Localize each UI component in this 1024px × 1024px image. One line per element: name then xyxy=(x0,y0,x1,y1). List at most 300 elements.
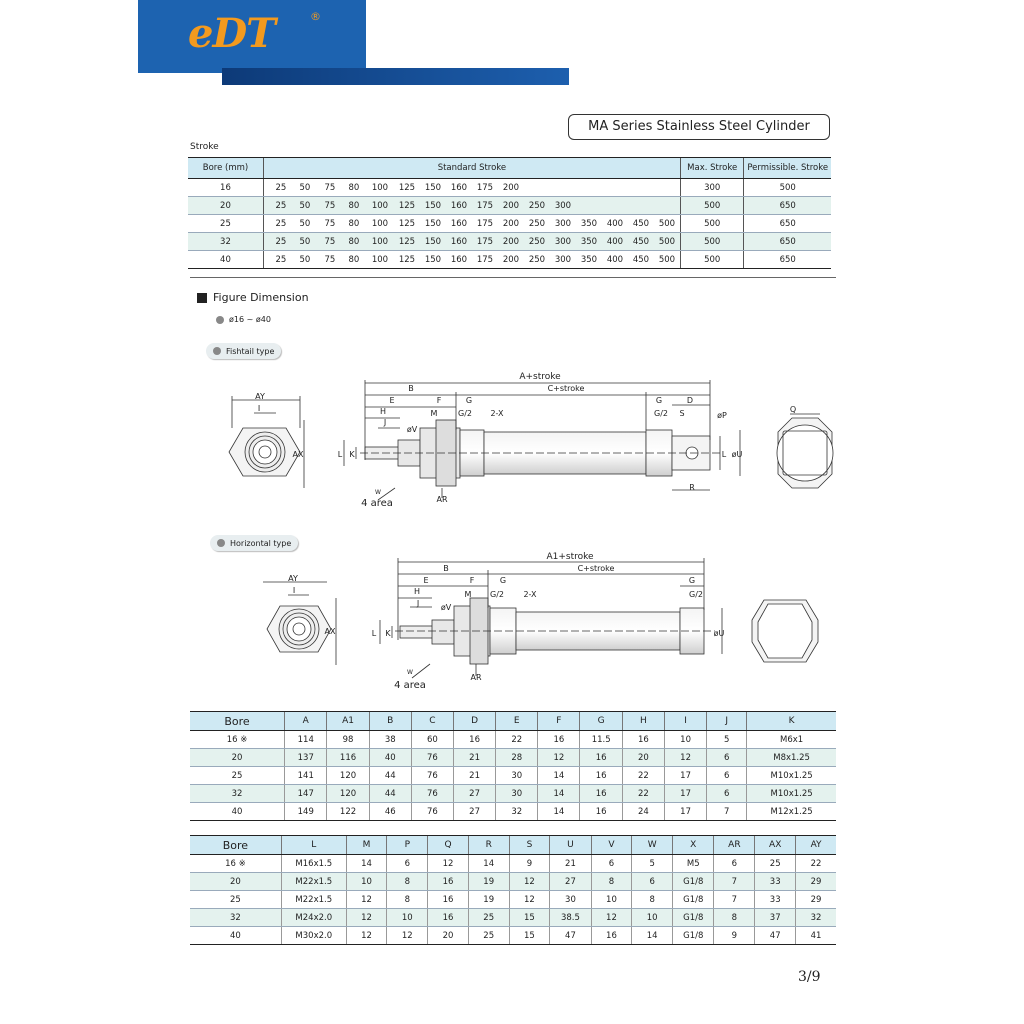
table-cell: 29 xyxy=(796,873,836,891)
stroke-value: 25 xyxy=(275,200,287,211)
label-f: F xyxy=(436,396,442,405)
table-cell: 16 xyxy=(428,891,469,909)
table-cell: 17 xyxy=(665,803,707,821)
dimension-table-2-body xyxy=(190,855,836,945)
stroke-value: 400 xyxy=(606,254,624,265)
dimension-table-1-body xyxy=(190,731,836,821)
label-ay: AY xyxy=(255,392,265,401)
table-cell: 19 xyxy=(468,891,509,909)
stroke-value: 80 xyxy=(348,236,360,247)
table-cell: M22x1.5 xyxy=(281,891,346,909)
label-h: H xyxy=(379,407,387,416)
stroke-value: 350 xyxy=(580,254,598,265)
table-cell: M30x2.0 xyxy=(281,927,346,945)
table-cell: 11.5 xyxy=(580,731,622,749)
table-row xyxy=(190,927,836,945)
table-cell: 27 xyxy=(454,785,496,803)
column-header: I xyxy=(665,712,707,731)
header-max-stroke: Max. Stroke xyxy=(680,158,744,179)
table-cell: 76 xyxy=(411,749,453,767)
label-l-right: L xyxy=(721,450,727,459)
stroke-value: 175 xyxy=(476,254,494,265)
table-cell: 12 xyxy=(509,891,550,909)
stroke-value: 200 xyxy=(502,254,520,265)
label-2x: 2-X xyxy=(490,409,504,418)
fishtail-cylinder-body xyxy=(344,380,833,500)
column-header: Bore xyxy=(190,836,281,855)
column-header: H xyxy=(622,712,664,731)
label-ax-2: AX xyxy=(324,627,336,636)
label-u-2: øU xyxy=(713,629,725,638)
horizontal-type-drawing xyxy=(263,552,818,691)
table-cell: 33 xyxy=(755,873,796,891)
column-header: R xyxy=(468,836,509,855)
table-cell: 10 xyxy=(387,909,428,927)
permissible-stroke-cell: 650 xyxy=(744,233,831,251)
table-cell: 12 xyxy=(509,873,550,891)
stroke-value: 25 xyxy=(275,236,287,247)
table-cell: M24x2.0 xyxy=(281,909,346,927)
stroke-value: 175 xyxy=(476,200,494,211)
label-b-2: B xyxy=(443,564,449,573)
table-cell: 6 xyxy=(591,855,632,873)
label-h-2: H xyxy=(413,587,421,596)
table-cell: M16x1.5 xyxy=(281,855,346,873)
table-row xyxy=(190,785,836,803)
label-ax: AX xyxy=(292,450,304,459)
label-j-2: J xyxy=(416,599,420,608)
stroke-value: 150 xyxy=(424,236,442,247)
table-cell: 25 xyxy=(190,891,281,909)
column-header: A xyxy=(285,712,327,731)
label-l: L xyxy=(337,450,343,459)
table-cell: 12 xyxy=(591,909,632,927)
table-cell: 10 xyxy=(632,909,673,927)
label-s: S xyxy=(679,409,685,418)
stroke-value: 150 xyxy=(424,182,442,193)
stroke-value: 160 xyxy=(450,218,468,229)
column-header: P xyxy=(387,836,428,855)
stroke-value: 450 xyxy=(632,236,650,247)
table-cell: 46 xyxy=(369,803,411,821)
table-cell: 12 xyxy=(428,855,469,873)
table-cell: 9 xyxy=(509,855,550,873)
stroke-value: 75 xyxy=(324,236,336,247)
table-cell: 76 xyxy=(411,767,453,785)
table-cell: 149 xyxy=(285,803,327,821)
table-cell: 14 xyxy=(346,855,387,873)
table-cell: 122 xyxy=(327,803,369,821)
stroke-value: 300 xyxy=(554,200,572,211)
column-header: C xyxy=(411,712,453,731)
label-c-stroke: C+stroke xyxy=(547,384,585,393)
stroke-value: 160 xyxy=(450,182,468,193)
table-cell: 16 xyxy=(591,927,632,945)
table-cell: 6 xyxy=(707,749,747,767)
label-g-right-2: G xyxy=(688,576,696,585)
stroke-value: 25 xyxy=(275,218,287,229)
table-cell: 15 xyxy=(509,909,550,927)
table-cell: 38.5 xyxy=(550,909,591,927)
column-header: B xyxy=(369,712,411,731)
table-cell: 17 xyxy=(665,785,707,803)
stroke-value: 300 xyxy=(554,236,572,247)
label-v: øV xyxy=(406,425,418,434)
table-cell: 120 xyxy=(327,767,369,785)
table-cell: G1/8 xyxy=(673,927,714,945)
stroke-value: 200 xyxy=(502,236,520,247)
bore-cell: 40 xyxy=(188,251,263,269)
dimension-table-2 xyxy=(190,835,836,945)
column-header: S xyxy=(509,836,550,855)
table-cell: 40 xyxy=(369,749,411,767)
table-cell: 10 xyxy=(591,891,632,909)
table-cell: 22 xyxy=(796,855,836,873)
column-header: A1 xyxy=(327,712,369,731)
stroke-label: Stroke xyxy=(190,142,219,152)
table-cell: 16 xyxy=(580,749,622,767)
table-cell: 14 xyxy=(468,855,509,873)
stroke-value: 75 xyxy=(324,182,336,193)
table-cell: 8 xyxy=(714,909,755,927)
table-cell: 16 xyxy=(580,767,622,785)
dimension-table-1-header xyxy=(190,712,836,731)
table-cell: G1/8 xyxy=(673,873,714,891)
table-row xyxy=(190,731,836,749)
table-cell: 20 xyxy=(622,749,664,767)
label-ar: AR xyxy=(436,495,448,504)
table-cell: 12 xyxy=(346,927,387,945)
table-cell: 14 xyxy=(538,803,580,821)
table-cell: 6 xyxy=(707,785,747,803)
table-cell: 137 xyxy=(285,749,327,767)
table-row xyxy=(190,803,836,821)
logo-registered-mark: ® xyxy=(310,10,321,23)
label-q: Q xyxy=(789,405,797,414)
table-cell: 16 ※ xyxy=(190,731,285,749)
table-row xyxy=(190,909,836,927)
table-cell: 21 xyxy=(454,767,496,785)
label-m: M xyxy=(430,409,438,418)
dimension-table-2-header xyxy=(190,836,836,855)
table-cell: 22 xyxy=(622,767,664,785)
table-cell: 16 xyxy=(622,731,664,749)
label-k-2: K xyxy=(385,629,391,638)
column-header: G xyxy=(580,712,622,731)
label-g2: G/2 xyxy=(458,409,472,418)
table-cell: 30 xyxy=(496,767,538,785)
label-w-2: W xyxy=(407,669,413,676)
stroke-value: 50 xyxy=(299,200,311,211)
stroke-value: 350 xyxy=(580,236,598,247)
bore-cell: 32 xyxy=(188,233,263,251)
table-row xyxy=(190,855,836,873)
label-c-stroke-2: C+stroke xyxy=(577,564,615,573)
stroke-value: 500 xyxy=(658,254,676,265)
label-p: øP xyxy=(717,411,727,420)
label-i-2: I xyxy=(292,586,296,595)
table-cell: 12 xyxy=(346,909,387,927)
table-cell: 40 xyxy=(190,927,281,945)
column-header: J xyxy=(707,712,747,731)
table-cell: 6 xyxy=(387,855,428,873)
column-header: V xyxy=(591,836,632,855)
stroke-value: 200 xyxy=(502,182,520,193)
label-4-area-2: 4 area xyxy=(394,680,426,691)
table-cell: 38 xyxy=(369,731,411,749)
column-header: AX xyxy=(755,836,796,855)
stroke-value: 400 xyxy=(606,236,624,247)
table-cell: 12 xyxy=(665,749,707,767)
label-g2-right-2: G/2 xyxy=(689,590,703,599)
stroke-value: 160 xyxy=(450,236,468,247)
figure-heading-text: Figure Dimension xyxy=(213,291,309,304)
table-cell: 5 xyxy=(632,855,673,873)
table-cell: 44 xyxy=(369,767,411,785)
label-v-2: øV xyxy=(440,603,452,612)
permissible-stroke-cell: 650 xyxy=(744,215,831,233)
table-cell: 16 xyxy=(428,909,469,927)
stroke-value: 80 xyxy=(348,200,360,211)
table-cell: 47 xyxy=(755,927,796,945)
rod-end-view xyxy=(229,396,304,488)
table-cell: 114 xyxy=(285,731,327,749)
table-cell: 25 xyxy=(755,855,796,873)
table-cell: 25 xyxy=(468,909,509,927)
stroke-value: 125 xyxy=(398,200,416,211)
table-cell: 6 xyxy=(632,873,673,891)
column-header: AY xyxy=(796,836,836,855)
table-cell: 8 xyxy=(387,873,428,891)
table-cell: 16 xyxy=(580,803,622,821)
label-b: B xyxy=(408,384,414,393)
stroke-value: 125 xyxy=(398,254,416,265)
label-g-right: G xyxy=(655,396,663,405)
column-header: Q xyxy=(428,836,469,855)
table-cell: 8 xyxy=(632,891,673,909)
stroke-value: 300 xyxy=(554,254,572,265)
stroke-value: 100 xyxy=(371,200,389,211)
bore-range-text: ø16 ~ ø40 xyxy=(229,315,271,324)
stroke-value: 75 xyxy=(324,218,336,229)
header-standard-stroke: Standard Stroke xyxy=(263,158,680,179)
stroke-value: 450 xyxy=(632,218,650,229)
label-e-2: E xyxy=(423,576,429,585)
permissible-stroke-cell: 650 xyxy=(744,251,831,269)
table-cell: 16 xyxy=(580,785,622,803)
table-cell: 32 xyxy=(496,803,538,821)
label-j: J xyxy=(383,418,387,427)
table-cell: M6x1 xyxy=(747,731,836,749)
label-w: W xyxy=(375,489,381,496)
stroke-value: 125 xyxy=(398,182,416,193)
stroke-value: 75 xyxy=(324,200,336,211)
stroke-value: 160 xyxy=(450,200,468,211)
max-stroke-cell: 500 xyxy=(680,233,744,251)
max-stroke-cell: 500 xyxy=(680,197,744,215)
label-f-2: F xyxy=(469,576,475,585)
label-ay-2: AY xyxy=(288,574,298,583)
stroke-value: 100 xyxy=(371,254,389,265)
column-header: D xyxy=(454,712,496,731)
label-a1-stroke: A1+stroke xyxy=(546,552,594,562)
table-cell: 22 xyxy=(496,731,538,749)
stroke-value: 200 xyxy=(502,200,520,211)
column-header: M xyxy=(346,836,387,855)
stroke-value: 200 xyxy=(502,218,520,229)
table-cell: 12 xyxy=(387,927,428,945)
stroke-value: 100 xyxy=(371,182,389,193)
table-cell: 47 xyxy=(550,927,591,945)
stroke-value: 100 xyxy=(371,218,389,229)
table-cell: 15 xyxy=(509,927,550,945)
table-cell: 20 xyxy=(428,927,469,945)
stroke-value: 500 xyxy=(658,236,676,247)
table-cell: 10 xyxy=(665,731,707,749)
table-cell: 12 xyxy=(346,891,387,909)
table-cell: 20 xyxy=(190,873,281,891)
label-d: D xyxy=(686,396,694,405)
stroke-value: 50 xyxy=(299,254,311,265)
table-cell: 19 xyxy=(468,873,509,891)
column-header: E xyxy=(496,712,538,731)
table-row xyxy=(190,749,836,767)
table-cell: 76 xyxy=(411,785,453,803)
table-cell: 5 xyxy=(707,731,747,749)
label-a-stroke: A+stroke xyxy=(519,372,561,382)
table-cell: M5 xyxy=(673,855,714,873)
table-cell: 32 xyxy=(190,909,281,927)
table-cell: 37 xyxy=(755,909,796,927)
table-row xyxy=(190,891,836,909)
table-cell: 16 xyxy=(428,873,469,891)
table-cell: 33 xyxy=(755,891,796,909)
stroke-value: 450 xyxy=(632,254,650,265)
table-cell: M10x1.25 xyxy=(747,785,836,803)
table-cell: 116 xyxy=(327,749,369,767)
table-cell: 30 xyxy=(550,891,591,909)
table-cell: 27 xyxy=(454,803,496,821)
table-cell: 76 xyxy=(411,803,453,821)
stroke-value: 80 xyxy=(348,218,360,229)
label-k: K xyxy=(349,450,355,459)
table-cell: 14 xyxy=(632,927,673,945)
stroke-value: 175 xyxy=(476,236,494,247)
header-bore: Bore (mm) xyxy=(188,158,263,179)
label-l-2: L xyxy=(371,629,377,638)
stroke-value: 160 xyxy=(450,254,468,265)
table-cell: 22 xyxy=(622,785,664,803)
max-stroke-cell: 500 xyxy=(680,251,744,269)
stroke-value: 25 xyxy=(275,254,287,265)
table-cell: 147 xyxy=(285,785,327,803)
permissible-stroke-cell: 650 xyxy=(744,197,831,215)
page-title: MA Series Stainless Steel Cylinder xyxy=(568,114,830,140)
stroke-value: 75 xyxy=(324,254,336,265)
table-cell: 25 xyxy=(190,767,285,785)
logo: eDT xyxy=(188,10,275,57)
table-cell: 7 xyxy=(707,803,747,821)
table-cell: 29 xyxy=(796,891,836,909)
page-number: 3/9 xyxy=(798,969,821,985)
stroke-value: 50 xyxy=(299,236,311,247)
table-cell: 7 xyxy=(714,873,755,891)
table-cell: 16 ※ xyxy=(190,855,281,873)
stroke-value: 250 xyxy=(528,200,546,211)
table-cell: M22x1.5 xyxy=(281,873,346,891)
table-cell: 14 xyxy=(538,767,580,785)
column-header: Bore xyxy=(190,712,285,731)
table-cell: G1/8 xyxy=(673,909,714,927)
table-cell: 24 xyxy=(622,803,664,821)
label-i: I xyxy=(257,404,261,413)
column-header: W xyxy=(632,836,673,855)
stroke-value: 150 xyxy=(424,200,442,211)
label-4-area: 4 area xyxy=(361,498,393,509)
column-header: X xyxy=(673,836,714,855)
table-cell: 32 xyxy=(190,785,285,803)
table-cell: 8 xyxy=(387,891,428,909)
stroke-value: 300 xyxy=(554,218,572,229)
label-m-2: M xyxy=(464,590,472,599)
table-cell: 32 xyxy=(796,909,836,927)
table-cell: 12 xyxy=(538,749,580,767)
stroke-value: 500 xyxy=(658,218,676,229)
stroke-value: 125 xyxy=(398,236,416,247)
table-cell: 40 xyxy=(190,803,285,821)
stroke-value: 150 xyxy=(424,218,442,229)
table-cell: 9 xyxy=(714,927,755,945)
label-r: R xyxy=(689,483,695,492)
stroke-value: 350 xyxy=(580,218,598,229)
bore-cell: 16 xyxy=(188,179,263,197)
table-cell: M8x1.25 xyxy=(747,749,836,767)
stroke-value: 80 xyxy=(348,182,360,193)
table-cell: M10x1.25 xyxy=(747,767,836,785)
table-cell: 10 xyxy=(346,873,387,891)
column-header: U xyxy=(550,836,591,855)
table-cell: 17 xyxy=(665,767,707,785)
table-cell: 28 xyxy=(496,749,538,767)
table-row xyxy=(190,873,836,891)
max-stroke-cell: 300 xyxy=(680,179,744,197)
table-cell: 16 xyxy=(538,731,580,749)
stroke-value: 50 xyxy=(299,218,311,229)
stroke-value: 250 xyxy=(528,236,546,247)
table-cell: 141 xyxy=(285,767,327,785)
dimension-table-1 xyxy=(190,711,836,821)
label-g: G xyxy=(465,396,473,405)
stroke-value: 400 xyxy=(606,218,624,229)
stroke-value: 50 xyxy=(299,182,311,193)
max-stroke-cell: 500 xyxy=(680,215,744,233)
table-cell: 14 xyxy=(538,785,580,803)
permissible-stroke-cell: 500 xyxy=(744,179,831,197)
stroke-value: 80 xyxy=(348,254,360,265)
column-header: L xyxy=(281,836,346,855)
table-cell: 120 xyxy=(327,785,369,803)
label-ar-2: AR xyxy=(470,673,482,682)
fishtail-type-text: Fishtail type xyxy=(226,346,275,356)
stroke-value: 150 xyxy=(424,254,442,265)
table-cell: 98 xyxy=(327,731,369,749)
table-cell: 16 xyxy=(454,731,496,749)
label-g2-right: G/2 xyxy=(654,409,668,418)
stroke-value: 175 xyxy=(476,182,494,193)
table-row xyxy=(190,767,836,785)
table-cell: 60 xyxy=(411,731,453,749)
stroke-value: 100 xyxy=(371,236,389,247)
